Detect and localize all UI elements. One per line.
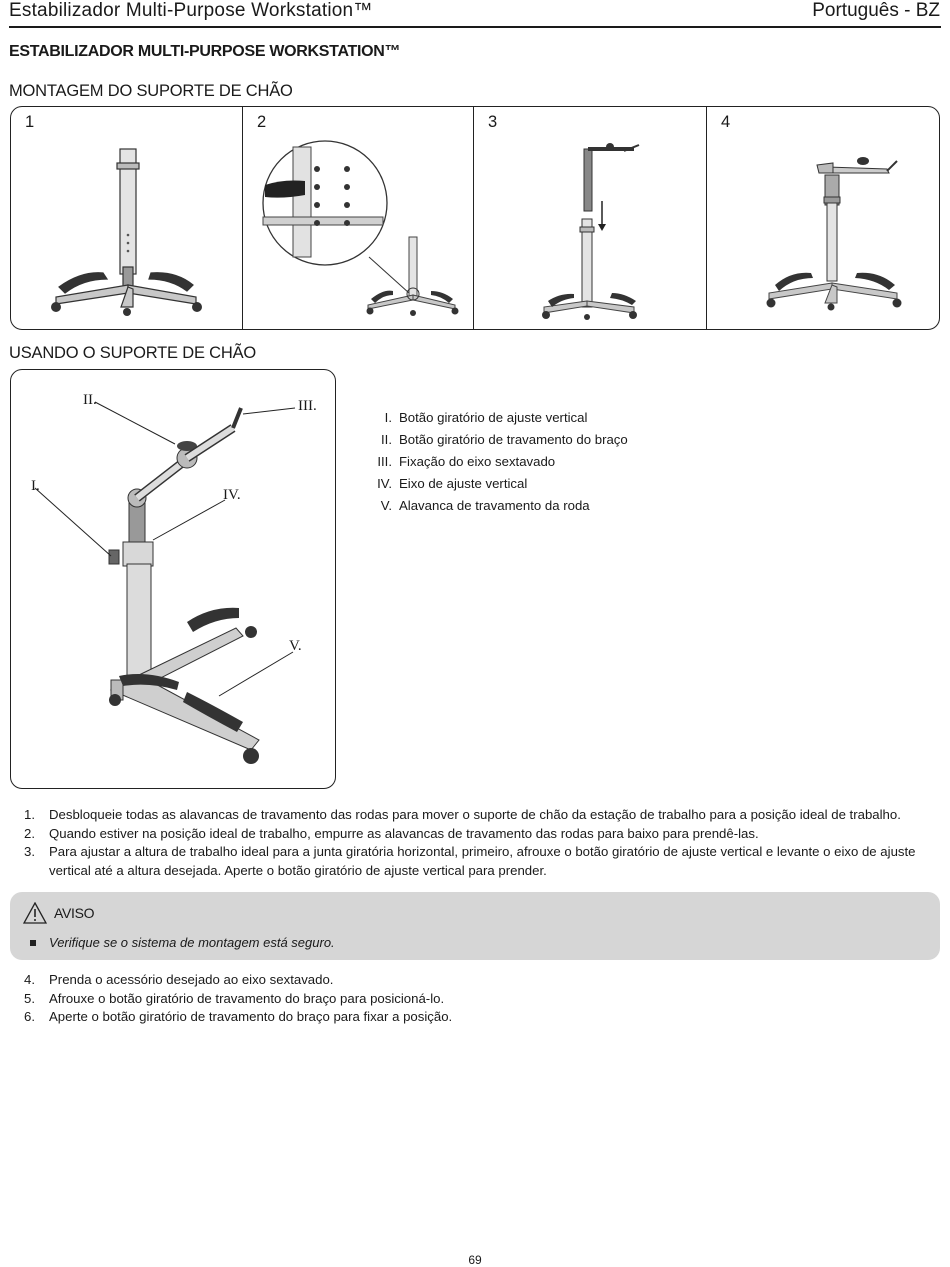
callout-label: III. [298, 398, 317, 414]
instruction-item [24, 971, 934, 990]
callout-label: IV. [223, 487, 241, 503]
part-number: II. [381, 432, 392, 447]
part-number: I. [384, 410, 392, 425]
part-item [368, 451, 628, 473]
instruction-text: Aperte o botão giratório de travamento do braço para fixar a posição. [49, 1009, 453, 1024]
assembled-stand-illustration [707, 107, 940, 330]
step-number: 4 [721, 113, 731, 131]
instruction-list [24, 806, 934, 880]
part-number: III. [377, 454, 392, 469]
usage-heading: USANDO O SUPORTE DE CHÃO [9, 344, 257, 362]
header-title: Estabilizador Multi-Purpose Workstation™ [9, 0, 373, 21]
part-number: IV. [377, 476, 392, 491]
instruction-list-continued [24, 971, 934, 1027]
arm-insertion-illustration [474, 107, 707, 330]
assembly-step-4 [707, 107, 940, 329]
instruction-text: Para ajustar a altura de trabalho ideal para a junta giratória horizontal, primeiro, afrouxe o botão giratório de ajuste vertical e levante o eixo de ajuste vertical até a altura desejada. Aperte o botão giratório de ajuste vertical para prender. [49, 844, 916, 878]
warning-triangle-icon [23, 902, 47, 924]
header-language: Português - BZ [812, 0, 940, 21]
labeled-stand-diagram [11, 370, 336, 789]
instruction-number: 6. [24, 1009, 35, 1024]
instruction-number: 2. [24, 825, 35, 841]
part-label: Fixação do eixo sextavado [399, 454, 556, 469]
page-number: 69 [468, 1253, 482, 1267]
parts-list [368, 407, 628, 517]
part-label: Botão giratório de travamento do braço [399, 432, 628, 447]
instruction-text: Quando estiver na posição ideal de trabalho, empurre as alavancas de travamento das rodas para baixo para prendê-las. [49, 825, 759, 841]
instruction-text: Prenda o acessório desejado ao eixo sextavado. [49, 972, 334, 987]
instruction-number: 3. [24, 844, 35, 859]
instruction-item [24, 1008, 934, 1027]
part-label: Botão giratório de ajuste vertical [399, 410, 588, 425]
stand-base-illustration [11, 107, 243, 330]
warning-box [10, 892, 940, 960]
assembly-step-2 [243, 107, 474, 329]
assembly-heading: MONTAGEM DO SUPORTE DE CHÃO [9, 82, 293, 100]
instruction-item [24, 806, 934, 825]
instruction-text: Afrouxe o botão giratório de travamento do braço para posicioná-lo. [49, 990, 445, 1006]
instruction-item [24, 990, 934, 1009]
warning-text: Verifique se o sistema de montagem está seguro. [49, 935, 335, 950]
instruction-number: 4. [24, 972, 35, 987]
part-number: V. [380, 498, 392, 513]
callout-label: I. [31, 478, 40, 494]
warning-title: AVISO [54, 905, 95, 921]
header-divider [9, 26, 941, 28]
step-number: 2 [257, 113, 267, 131]
instruction-number: 5. [24, 990, 35, 1006]
usage-diagram-panel [10, 369, 336, 789]
part-item [368, 407, 628, 429]
document-title: ESTABILIZADOR MULTI-PURPOSE WORKSTATION™ [9, 43, 401, 60]
step-number: 3 [488, 113, 498, 131]
part-label: Alavanca de travamento da roda [399, 498, 590, 513]
pin-insertion-illustration [243, 107, 474, 330]
instruction-item [24, 825, 934, 844]
assembly-step-1 [11, 107, 243, 329]
part-label: Eixo de ajuste vertical [399, 476, 528, 491]
assembly-step-3 [474, 107, 707, 329]
callout-label: V. [289, 638, 302, 654]
instruction-text: Desbloqueie todas as alavancas de travamento das rodas para mover o suporte de chão da estação de trabalho para a posição ideal de trabalho. [49, 807, 901, 822]
assembly-steps-panel [10, 106, 940, 330]
part-item [368, 429, 628, 451]
bullet-icon [30, 940, 36, 946]
part-item [368, 495, 628, 517]
step-number: 1 [25, 113, 35, 131]
instruction-item [24, 843, 934, 880]
instruction-number: 1. [24, 807, 35, 822]
callout-label: II. [83, 392, 97, 408]
part-item [368, 473, 628, 495]
